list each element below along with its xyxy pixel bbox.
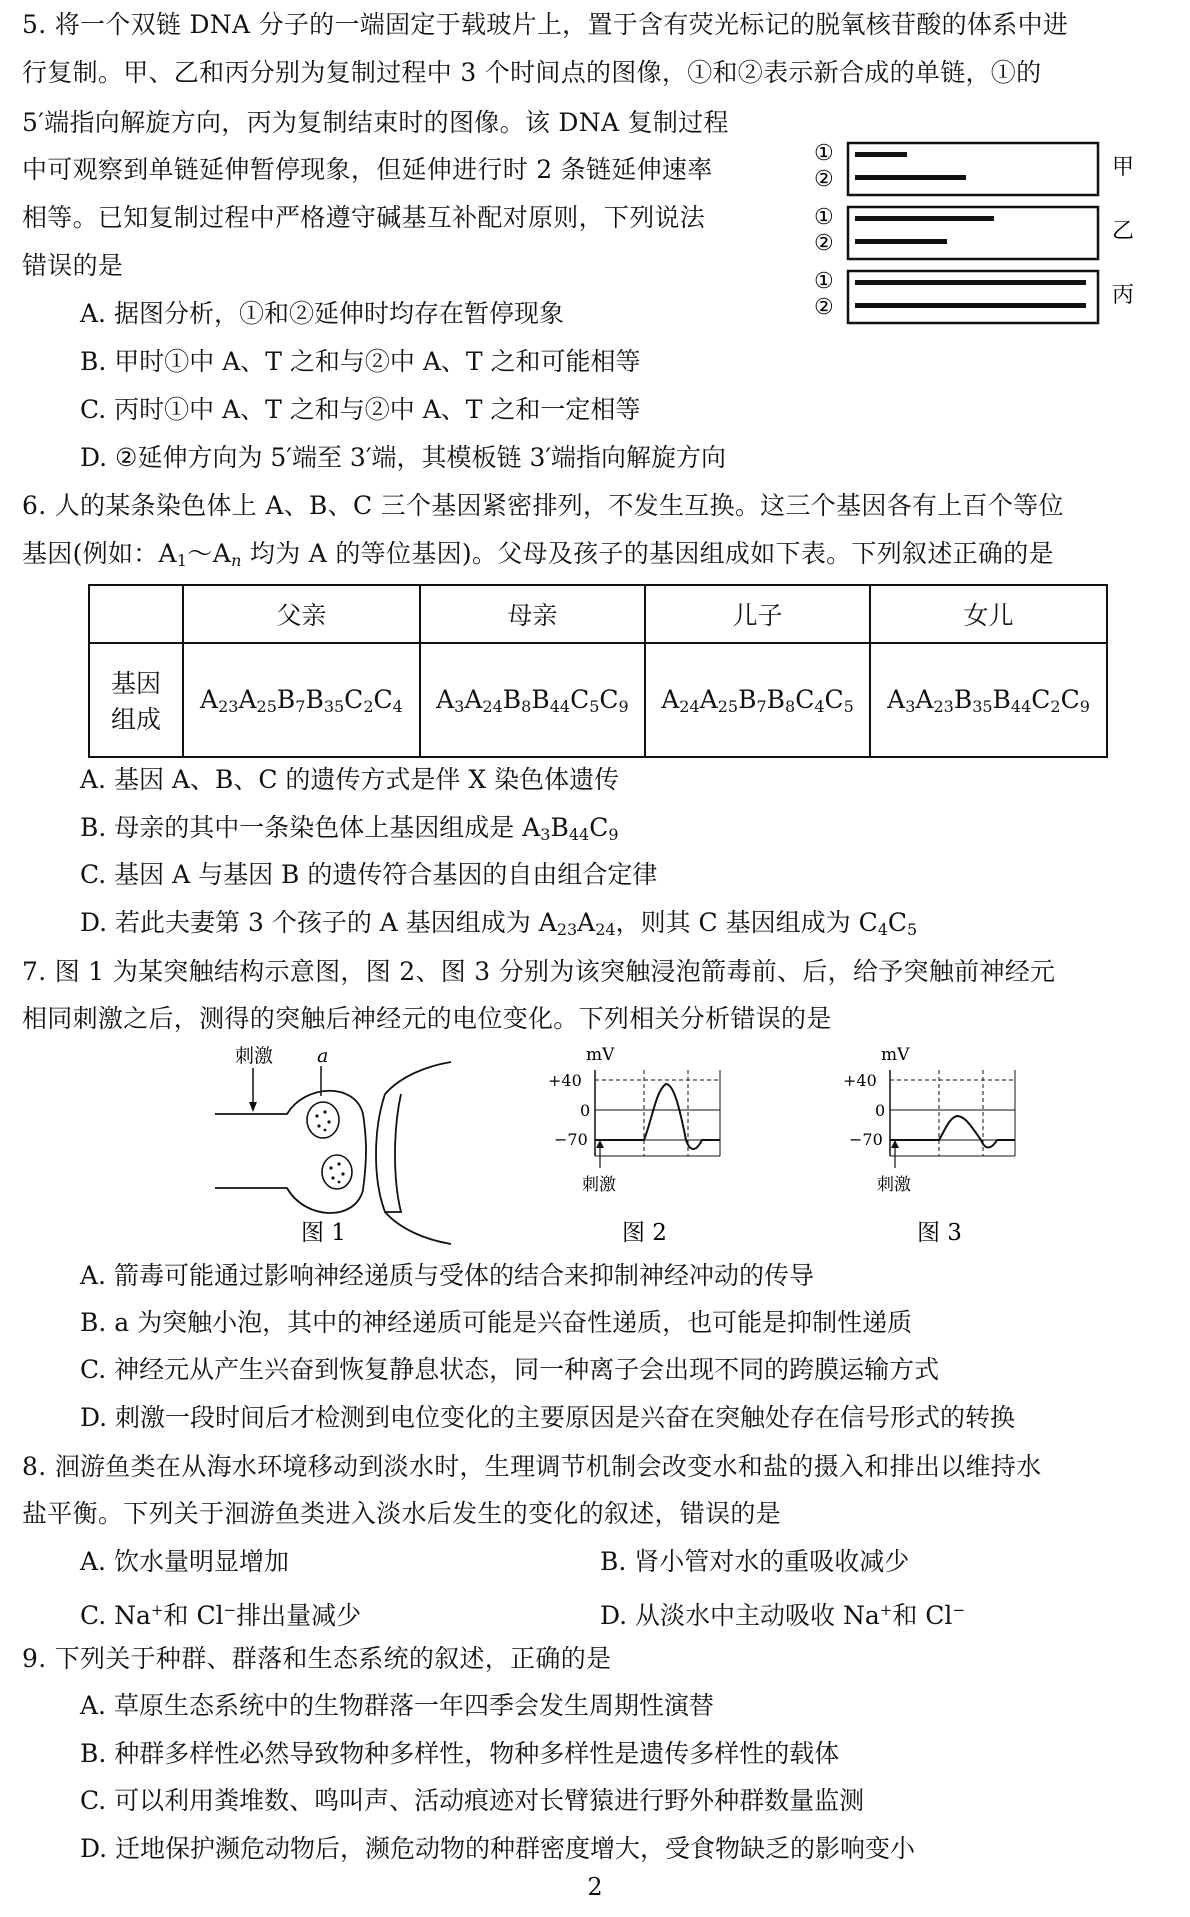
header-son: 儿子	[645, 585, 870, 643]
figure-2-caption: 图 2	[622, 1220, 667, 1246]
tick-0: 0	[875, 1101, 886, 1120]
genotype-father: $A_{23}A_{25}B_7B_{35}C_2C_4$	[183, 643, 420, 757]
table-row	[89, 643, 1107, 757]
strand-2-bar	[855, 303, 1086, 308]
genotype-table	[88, 584, 1108, 758]
strand-2-label: ②	[814, 295, 834, 320]
stimulus-label: 刺激	[582, 1175, 616, 1195]
q9-option-a: A. 草原生态系统中的生物群落一年四季会发生周期性演替	[80, 1691, 714, 1720]
unit-label: mV	[881, 1045, 910, 1065]
strand-1-bar	[855, 280, 1086, 285]
strand-1-bar	[855, 152, 907, 157]
q5-line-4: 中可观察到单链延伸暂停现象，但延伸进行时 2 条链延伸速率	[22, 155, 713, 184]
q5-option-a: A. 据图分析，①和②延伸时均存在暂停现象	[80, 299, 564, 328]
panel-label-jia: 甲	[1112, 155, 1135, 180]
figure-1-caption: 图 1	[301, 1220, 346, 1246]
panel-yi	[814, 205, 1134, 259]
tick-plus40: +40	[548, 1071, 582, 1090]
q5-line-5: 相等。已知复制过程中严格遵守碱基互补配对原则，下列说法	[22, 203, 706, 232]
q8-option-c: C. Na+和 Cl−排出量减少	[80, 1601, 362, 1630]
q8-line-2: 盐平衡。下列关于洄游鱼类进入淡水后发生的变化的叙述，错误的是	[22, 1499, 782, 1528]
q5-option-d: D. ②延伸方向为 5′端至 3′端，其模板链 3′端指向解旋方向	[80, 443, 727, 472]
genotype-mother: $A_3A_{24}B_8B_{44}C_5C_9$	[420, 643, 645, 757]
q5-line-6: 错误的是	[22, 251, 124, 280]
q6-option-a: A. 基因 A、B、C 的遗传方式是伴 X 染色体遗传	[80, 765, 620, 794]
synaptic-vesicle	[322, 1155, 352, 1189]
strand-1-bar	[855, 216, 994, 221]
action-potential-curve	[595, 1084, 720, 1149]
header-blank	[89, 585, 183, 643]
q7-option-c: C. 神经元从产生兴奋到恢复静息状态，同一种离子会出现不同的跨膜运输方式	[80, 1355, 940, 1384]
synapse-figure-1	[205, 1040, 455, 1250]
q6-line-2: 基因(例如：$A_1\sim A_n$ 均为 A 的等位基因)。父母及孩子的基因组成如下表。下列叙述正确的是	[22, 539, 1054, 570]
strand-1-label: ①	[814, 141, 834, 166]
q6-option-b: B. 母亲的其中一条染色体上基因组成是 $A_3B_{44}C_9$	[80, 813, 619, 844]
stimulus-label: 刺激	[235, 1045, 274, 1067]
strand-2-bar	[855, 175, 966, 180]
tick-0: 0	[580, 1101, 591, 1120]
genotype-son: $A_{24}A_{25}B_7B_8C_4C_5$	[645, 643, 870, 757]
tick-minus70: −70	[554, 1130, 588, 1149]
unit-label: mV	[586, 1045, 615, 1065]
strand-2-label: ②	[814, 167, 834, 192]
header-mother: 母亲	[420, 585, 645, 643]
panel-label-yi: 乙	[1112, 219, 1135, 244]
presynaptic-terminal	[215, 1091, 366, 1213]
q6-line-1: 6. 人的某条染色体上 A、B、C 三个基因紧密排列，不发生互换。这三个基因各有上百个等位	[22, 491, 1064, 520]
q5-line-3: 5′端指向解旋方向，丙为复制结束时的图像。该 DNA 复制过程	[22, 108, 729, 137]
q6-option-d: D. 若此夫妻第 3 个孩子的 A 基因组成为 $A_{23}A_{24}$，则其 C 基因组成为 $C_4C_5$	[80, 908, 918, 939]
panel-bing	[814, 269, 1134, 323]
stimulus-label: 刺激	[877, 1175, 911, 1195]
table-header-row	[89, 585, 1107, 643]
q9-option-d: D. 迁地保护濒危动物后，濒危动物的种群密度增大，受食物缺乏的影响变小	[80, 1834, 916, 1863]
label-a: a	[317, 1045, 329, 1067]
potential-figure-3	[835, 1040, 1035, 1250]
figure-3-caption: 图 3	[917, 1220, 962, 1246]
strand-2-bar	[855, 239, 947, 244]
q9-line-1: 9. 下列关于种群、群落和生态系统的叙述，正确的是	[22, 1644, 612, 1673]
q9-option-b: B. 种群多样性必然导致物种多样性，物种多样性是遗传多样性的载体	[80, 1739, 840, 1768]
q8-option-d: D. 从淡水中主动吸收 Na+和 Cl−	[600, 1601, 966, 1630]
header-daughter: 女儿	[870, 585, 1107, 643]
q7-line-2: 相同刺激之后，测得的突触后神经元的电位变化。下列相关分析错误的是	[22, 1004, 832, 1033]
q7-option-d: D. 刺激一段时间后才检测到电位变化的主要原因是兴奋在突触处存在信号形式的转换	[80, 1403, 1016, 1432]
q7-option-a: A. 箭毒可能通过影响神经递质与受体的结合来抑制神经冲动的传导	[80, 1261, 814, 1290]
q8-line-1: 8. 洄游鱼类在从海水环境移动到淡水时，生理调节机制会改变水和盐的摄入和排出以维持水	[22, 1452, 1042, 1481]
genotype-daughter: $A_3A_{23}B_{35}B_{44}C_2C_9$	[870, 643, 1107, 757]
tick-minus70: −70	[849, 1130, 883, 1149]
q8-option-b: B. 肾小管对水的重吸收减少	[600, 1547, 910, 1576]
row-label: 基因 组成	[89, 643, 183, 757]
synaptic-vesicle	[307, 1102, 339, 1138]
q5-option-c: C. 丙时①中 A、T 之和与②中 A、T 之和一定相等	[80, 395, 641, 424]
panel-label-bing: 丙	[1112, 283, 1135, 308]
strand-1-label: ①	[814, 269, 834, 294]
panel-jia	[814, 141, 1134, 195]
q6-option-c: C. 基因 A 与基因 B 的遗传符合基因的自由组合定律	[80, 860, 658, 889]
reduced-potential-curve	[890, 1116, 1015, 1148]
header-father: 父亲	[183, 585, 420, 643]
strand-1-label: ①	[814, 205, 834, 230]
q5-replication-figure	[810, 138, 1140, 338]
potential-figure-2	[540, 1040, 740, 1250]
q5-option-b: B. 甲时①中 A、T 之和与②中 A、T 之和可能相等	[80, 347, 641, 376]
tick-plus40: +40	[843, 1071, 877, 1090]
q7-line-1: 7. 图 1 为某突触结构示意图，图 2、图 3 分别为该突触浸泡箭毒前、后，给予突触前神经元	[22, 957, 1056, 986]
q9-option-c: C. 可以利用粪堆数、鸣叫声、活动痕迹对长臂猿进行野外种群数量监测	[80, 1786, 865, 1815]
page-number: 2	[587, 1873, 603, 1901]
q5-line-1: 5. 将一个双链 DNA 分子的一端固定于载玻片上，置于含有荧光标记的脱氧核苷酸的体系中进	[22, 10, 1069, 39]
q7-option-b: B. a 为突触小泡，其中的神经递质可能是兴奋性递质，也可能是抑制性递质	[80, 1308, 913, 1337]
q5-line-2: 行复制。甲、乙和丙分别为复制过程中 3 个时间点的图像，①和②表示新合成的单链，①的	[22, 58, 1042, 87]
strand-2-label: ②	[814, 231, 834, 256]
q8-option-a: A. 饮水量明显增加	[80, 1547, 289, 1576]
